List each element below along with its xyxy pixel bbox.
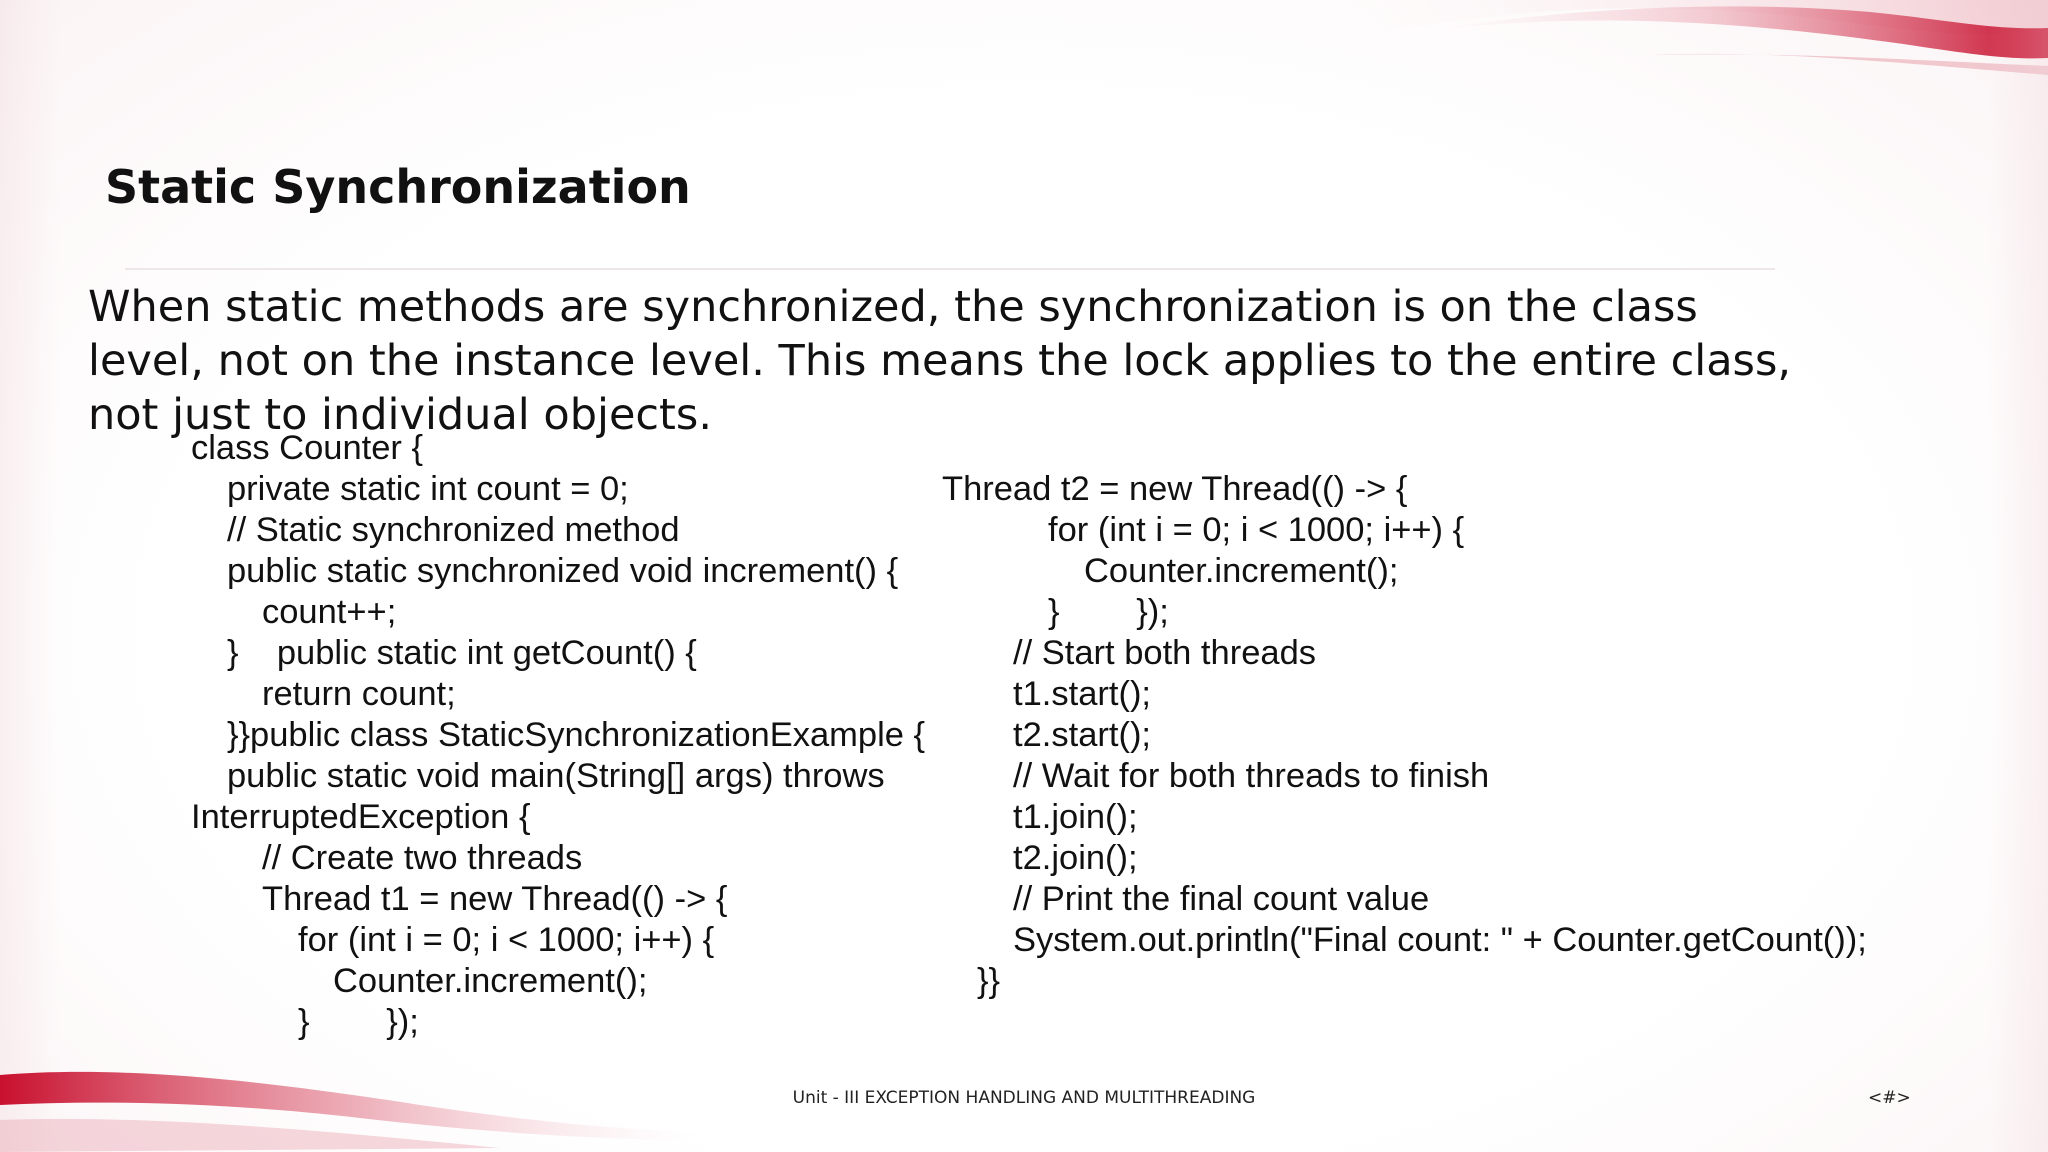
code-line: public static void main(String[] args) throws xyxy=(227,757,885,795)
code-line: // Static synchronized method xyxy=(227,511,680,549)
code-line: System.out.println("Final count: " + Counter.getCount()); xyxy=(1013,921,1867,959)
code-line: Counter.increment(); xyxy=(333,962,648,1000)
code-line: class Counter { xyxy=(191,429,424,467)
code-line: } }); xyxy=(298,1003,419,1041)
code-line: public static synchronized void increment() { xyxy=(227,552,899,590)
top-right-swoosh-decoration xyxy=(1350,0,2048,90)
code-line: } public static int getCount() { xyxy=(227,634,697,672)
code-line: for (int i = 0; i < 1000; i++) { xyxy=(298,921,715,959)
code-line: Counter.increment(); xyxy=(1084,552,1399,590)
code-line: Thread t1 = new Thread(() -> { xyxy=(262,880,728,918)
slide-title: Static Synchronization xyxy=(105,160,691,214)
intro-paragraph: When static methods are synchronized, the synchronization is on the class level, not on the instance level. This means the lock applies to the entire class, not just to individual objects. xyxy=(88,282,1792,440)
code-line: t1.start(); xyxy=(1013,675,1152,713)
code-line: return count; xyxy=(262,675,456,713)
code-line: }} xyxy=(977,962,1001,1000)
code-line: t2.join(); xyxy=(1013,839,1138,877)
code-line: InterruptedException { xyxy=(191,798,531,836)
code-line: // Start both threads xyxy=(1013,634,1317,672)
title-divider xyxy=(125,268,1775,270)
code-line: // Wait for both threads to finish xyxy=(1013,757,1490,795)
code-line: for (int i = 0; i < 1000; i++) { xyxy=(1048,511,1465,549)
code-line: private static int count = 0; xyxy=(227,470,629,508)
code-line: // Create two threads xyxy=(262,839,583,877)
code-line: // Print the final count value xyxy=(1013,880,1430,918)
code-line: } }); xyxy=(1048,593,1169,631)
code-line: t1.join(); xyxy=(1013,798,1138,836)
code-line: t2.start(); xyxy=(1013,716,1152,754)
slide-footer: Unit - III EXCEPTION HANDLING AND MULTITHREADING xyxy=(792,1088,1256,1108)
right-edge-shade-decoration xyxy=(1988,0,2048,1152)
code-line: Thread t2 = new Thread(() -> { xyxy=(942,470,1408,508)
page-number: <#> xyxy=(1868,1088,1911,1108)
code-line: }}public class StaticSynchronizationExample { xyxy=(227,716,926,754)
code-line: count++; xyxy=(262,593,397,631)
